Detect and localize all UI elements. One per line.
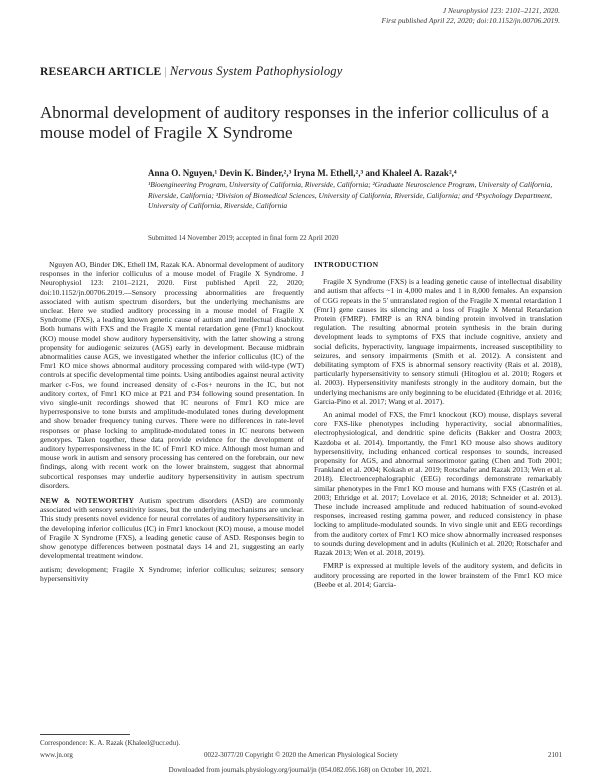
journal-website[interactable]: www.jn.org	[40, 751, 73, 759]
article-category: Nervous System Pathophysiology	[169, 64, 343, 78]
intro-paragraph: FMRP is expressed at multiple levels of the auditory system, and deficits in auditory processing are reported in the lower brainstem of the Fmr1 KO mice (Beebe et al. 2014; Garcia-	[314, 561, 562, 589]
journal-citation: J Neurophysiol 123: 2101–2121, 2020.	[442, 6, 560, 15]
section-heading	[40, 64, 560, 79]
intro-paragraph: Fragile X Syndrome (FXS) is a leading genetic cause of intellectual disability and autism that affects ~1 in 4,000 males and 1 in 8,000 females. An expansion of CGG repeats in the 5′ untranslated region of the Fragile X mental retardation 1 (Fmr1) gene causes its silencing and a loss of Fragile X Mental Retardation Protein (FMRP). FMRP is an RNA binding protein involved in translation regulation. The resulting abnormal protein synthesis in the brain during development leads to symptoms of FXS that include cognitive, anxiety and social deficits, hyperactivity, language impairments, increased susceptibility to seizures, and sensory impairments (Smith et al. 2012). A consistent and debilitating symptom of FXS is abnormal sensory reactivity (Rais et al. 2018), particularly hypersensitivity to sensory stimuli (Hitoglou et al. 2010; Rogers et al. 2003). Hypersensitivity manifests strongly in the auditory domain, but the underlying mechanisms are only beginning to be elucidated (Ethridge et al. 2016; Garcia-Pino et al. 2017; Wang et al. 2017).	[314, 277, 562, 406]
introduction-heading: INTRODUCTION	[314, 260, 379, 269]
affiliations: ¹Bioengineering Program, University of California, Riverside, California; ²Graduate Neuroscience Program, University of California, Riverside, California; ³Division of Biomedical Sciences, University of California, Riverside, California; and ⁴Psychology Department, University of California, Riverside, California	[148, 180, 553, 210]
keywords: autism; development; Fragile X Syndrome; inferior colliculus; seizures; sensory hypersensitivity	[40, 564, 304, 583]
new-noteworthy-heading: NEW & NOTEWORTHY	[40, 496, 135, 506]
intro-paragraph: An animal model of FXS, the Fmr1 knockout (KO) mouse, displays several core FXS-like phenotypes including hyperactivity, social abnormalities, electrophysiological, and dendritic spine deficits (Bakker and Oostra 2003; Kazdoba et al. 2014). Importantly, the Fmr1 KO mouse also shows auditory hypersensitivity, including enhanced cortical responses to sounds, increased propensity for AGS, and abnormal sensorimotor gating (Chen and Toth 2001; Frankland et al. 2004; Kokash et al. 2019; Rotschafer and Razak 2013; Wen et al. 2018). Electroencephalographic (EEG) recordings demonstrate remarkably similar phenotypes in the Fmr1 KO mouse and humans with FXS (Castrén et al. 2003; Ethridge et al. 2017; Lovelace et al. 2016, 2018; Schneider et al. 2013). These include increased amplitude and reduced habituation of sound-evoked responses, increased resting gamma power, and reduced consistency in phase locking to amplitude-modulated sounds. In vivo single unit and EEG recordings from the auditory cortex of Fmr1 KO mice show abnormally increased responses to sounds during development and in adults (Kulinich et al. 2020; Rotschafer and Razak 2013; Wen et al. 2018, 2019).	[314, 410, 562, 558]
footnote-divider	[40, 734, 130, 735]
download-notice: Downloaded from journals.physiology.org/journal/jn (054.082.056.168) on October 10, 2021.	[168, 766, 432, 774]
correspondence: Correspondence: K. A. Razak (Khaleel@ucr.edu).	[40, 739, 181, 747]
journal-header	[200, 6, 560, 26]
author-list: Anna O. Nguyen,¹ Devin K. Binder,²,³ Iryna M. Ethell,²,³ and Khaleel A. Razak²,⁴	[148, 168, 457, 178]
article-type: RESEARCH ARTICLE	[40, 66, 162, 78]
page-number: 2101	[548, 751, 562, 759]
submission-dates: Submitted 14 November 2019; accepted in final form 22 April 2020	[148, 234, 339, 242]
right-column	[314, 260, 562, 593]
new-noteworthy-text: Autism spectrum disorders (ASD) are commonly associated with sensory sensitivity issues, but the underlying mechanisms are unclear. This study presents novel evidence for neural correlates of auditory hypersensitivity in the developing inferior colliculus (IC) in Fmr1 knockout (KO) mouse, a mouse model of Fragile X Syndrome (FXS), a leading genetic cause of ASD. Responses begin to show genotype differences between postnatal days 14 and 21, suggesting an early developmental treatment window.	[40, 496, 304, 561]
copyright: 0022-3077/20 Copyright © 2020 the American Physiological Society	[203, 751, 399, 759]
abstract: Nguyen AO, Binder DK, Ethell IM, Razak KA. Abnormal development of auditory responses in the inferior colliculus of a mouse model of Fragile X Syndrome. J Neurophysiol 123: 2101–2121, 2020. First published April 22, 2020; doi:10.1152/jn.00706.2019.—Sensory processing abnormalities are frequently associated with autism spectrum disorders, but the underlying mechanisms are unclear. Here we studied auditory processing in a mouse model of Fragile X Syndrome (FXS), a leading known genetic cause of autism and intellectual disability. Both humans with FXS and the Fragile X mental retardation gene (Fmr1) knockout (KO) mouse model show auditory hypersensitivity, with the latter showing a strong propensity for audiogenic seizures (AGS) early in development. Because midbrain abnormalities cause AGS, we investigated whether the inferior colliculus (IC) of the Fmr1 KO mice shows abnormal auditory processing compared with wild-type (WT) controls at specific developmental time points. Using antibodies against neural activity marker c-Fos, we found increased density of c-Fos+ neurons in the IC, but not auditory cortex, of Fmr1 KO mice at P21 and P34 following sound presentation. In vivo single-unit recordings showed that IC neurons of Fmr1 KO mice are hyperresponsive to tone bursts and amplitude-modulated tones during development and show broader frequency tuning curves. There were no differences in rate-level responses or phase locking to amplitude-modulated tones in IC neurons between genotypes. Taken together, these data provide evidence for the development of auditory hyperresponsiveness in the IC of Fmr1 KO mice. Although most human and mouse work in autism and sensory processing has centered on the forebrain, our new findings, along with recent work on the lower brainstem, suggest that abnormal subcortical responses may underlie auditory hypersensitivity in autism spectrum disorders.	[40, 260, 304, 490]
publish-info: First published April 22, 2020; doi:10.1152/jn.00706.2019.	[381, 16, 560, 25]
article-title: Abnormal development of auditory responses in the inferior colliculus of a mouse model of Fragile X Syndrome	[40, 103, 549, 142]
new-noteworthy	[40, 496, 304, 560]
left-column	[40, 260, 304, 587]
section-separator: |	[164, 66, 167, 78]
